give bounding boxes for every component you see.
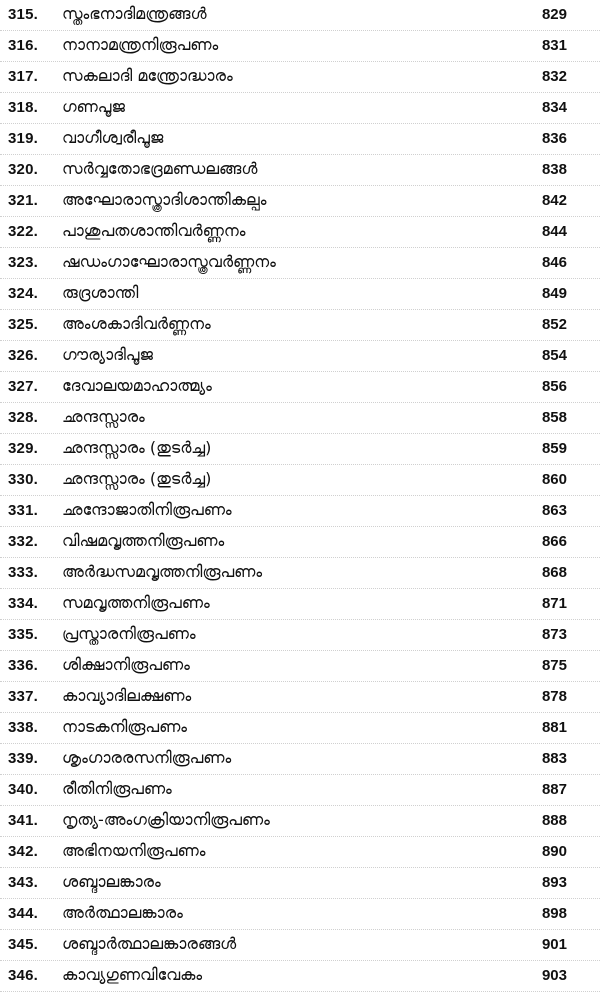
entry-number: 344. (8, 905, 38, 922)
entry-page-number: 881 (541, 719, 567, 736)
entry-title: ദേവാലയമാഹാത്മ്യം (62, 376, 212, 395)
toc-entry (0, 465, 600, 496)
entry-number: 342. (8, 843, 38, 860)
entry-title: രുദ്രശാന്തി (62, 283, 139, 302)
entry-page-number: 890 (541, 843, 567, 860)
toc-entry (0, 0, 600, 31)
entry-title: സ്തംഭനാദിമന്ത്രങ്ങൾ (62, 4, 207, 23)
entry-page-number: 854 (541, 347, 567, 364)
entry-title: പാശുപതശാന്തിവർണ്ണനം (62, 221, 246, 240)
entry-title: കാവ്യഗുണവിവേകം (62, 965, 203, 984)
entry-number: 320. (8, 161, 38, 178)
entry-number: 330. (8, 471, 38, 488)
toc-entry (0, 558, 600, 589)
toc-entry (0, 279, 600, 310)
entry-number: 324. (8, 285, 38, 302)
entry-title: കാവ്യാദിലക്ഷണം (62, 686, 192, 705)
toc-entry (0, 248, 600, 279)
toc-entry (0, 651, 600, 682)
entry-number: 334. (8, 595, 38, 612)
entry-page-number: 868 (541, 564, 567, 581)
entry-page-number: 856 (541, 378, 567, 395)
entry-page-number: 883 (541, 750, 567, 767)
toc-entry (0, 806, 600, 837)
entry-number: 321. (8, 192, 38, 209)
entry-page-number: 898 (541, 905, 567, 922)
toc-entry (0, 961, 600, 992)
entry-title: ഗൗര്യാദിപൂജ (62, 345, 153, 364)
entry-number: 315. (8, 6, 38, 23)
entry-title: അഭിനയനിരൂപണം (62, 841, 206, 860)
toc-entry (0, 930, 600, 961)
entry-title: ഗണപൂജ (62, 97, 125, 116)
entry-page-number: 860 (541, 471, 567, 488)
entry-title: അർദ്ധസമവൃത്തനിരൂപണം (62, 562, 263, 581)
toc-entry (0, 527, 600, 558)
entry-page-number: 866 (541, 533, 567, 550)
entry-number: 341. (8, 812, 38, 829)
entry-number: 337. (8, 688, 38, 705)
entry-number: 317. (8, 68, 38, 85)
entry-number: 338. (8, 719, 38, 736)
entry-number: 340. (8, 781, 38, 798)
entry-number: 323. (8, 254, 38, 271)
entry-title: നാടകനിരൂപണം (62, 717, 187, 736)
toc-entry (0, 31, 600, 62)
toc-entry (0, 713, 600, 744)
toc-entry (0, 868, 600, 899)
entry-title: രീതിനിരൂപണം (62, 779, 172, 798)
toc-entry (0, 124, 600, 155)
entry-page-number: 863 (541, 502, 567, 519)
entry-title: ഛന്ദോജാതിനിരൂപണം (62, 500, 232, 519)
toc-entry (0, 341, 600, 372)
entry-number: 326. (8, 347, 38, 364)
entry-number: 346. (8, 967, 38, 984)
toc-entry (0, 496, 600, 527)
entry-title: അംശകാദിവർണ്ണനം (62, 314, 211, 333)
entry-page-number: 873 (541, 626, 567, 643)
entry-page-number: 871 (541, 595, 567, 612)
entry-page-number: 836 (541, 130, 567, 147)
entry-title: നാനാമന്ത്രനിരൂപണം (62, 35, 219, 54)
entry-title: വാഗീശ്വരീപൂജ (62, 128, 164, 147)
toc-entry (0, 744, 600, 775)
entry-page-number: 901 (541, 936, 567, 953)
entry-number: 335. (8, 626, 38, 643)
toc-entry (0, 217, 600, 248)
entry-number: 318. (8, 99, 38, 116)
entry-title: അർത്ഥാലങ്കാരം (62, 903, 183, 922)
entry-title: ശൃംഗാരരസനിരൂപണം (62, 748, 232, 767)
toc-entry (0, 372, 600, 403)
toc-entry (0, 837, 600, 868)
entry-title: ഛന്ദസ്സാരം (തുടർച്ച) (62, 469, 212, 488)
entry-title: നൃത്യ-അംഗക്രിയാനിരൂപണം (62, 810, 270, 829)
entry-page-number: 829 (541, 6, 567, 23)
entry-number: 322. (8, 223, 38, 240)
entry-title: സർവ്വതോഭദ്രമണ്ഡലങ്ങൾ (62, 159, 258, 178)
entry-page-number: 858 (541, 409, 567, 426)
entry-number: 329. (8, 440, 38, 457)
entry-number: 332. (8, 533, 38, 550)
entry-number: 325. (8, 316, 38, 333)
entry-number: 345. (8, 936, 38, 953)
entry-title: ഛന്ദസ്സാരം (62, 407, 145, 426)
entry-page-number: 838 (541, 161, 567, 178)
entry-page-number: 887 (541, 781, 567, 798)
toc-entry (0, 899, 600, 930)
entry-title: ശബ്ദാലങ്കാരം (62, 872, 161, 891)
toc-entry (0, 62, 600, 93)
entry-page-number: 875 (541, 657, 567, 674)
entry-page-number: 844 (541, 223, 567, 240)
entry-page-number: 849 (541, 285, 567, 302)
entry-page-number: 831 (541, 37, 567, 54)
toc-entry (0, 186, 600, 217)
entry-title: വിഷമവൃത്തനിരൂപണം (62, 531, 225, 550)
entry-number: 339. (8, 750, 38, 767)
toc-entry (0, 310, 600, 341)
entry-title: അഘോരാസ്ത്രാദിശാന്തികല്പം (62, 190, 267, 209)
entry-number: 327. (8, 378, 38, 395)
entry-page-number: 859 (541, 440, 567, 457)
entry-page-number: 842 (541, 192, 567, 209)
entry-page-number: 893 (541, 874, 567, 891)
entry-title: സകലാദി മന്ത്രോദ്ധാരം (62, 66, 233, 85)
toc-entry (0, 434, 600, 465)
entry-title: ഷഡംഗാഘോരാസ്ത്രവർണ്ണനം (62, 252, 276, 271)
entry-page-number: 832 (541, 68, 567, 85)
entry-page-number: 834 (541, 99, 567, 116)
entry-number: 328. (8, 409, 38, 426)
toc-entry (0, 775, 600, 806)
toc-entry (0, 155, 600, 186)
entry-title: ഛന്ദസ്സാരം (തുടർച്ച) (62, 438, 212, 457)
entry-number: 343. (8, 874, 38, 891)
entry-title: ശബ്ദാർത്ഥാലങ്കാരങ്ങൾ (62, 934, 237, 953)
entry-number: 319. (8, 130, 38, 147)
entry-title: ശിക്ഷാനിരൂപണം (62, 655, 190, 674)
entry-title: പ്രസ്താരനിരൂപണം (62, 624, 196, 643)
entry-page-number: 903 (541, 967, 567, 984)
entry-page-number: 846 (541, 254, 567, 271)
toc-entry (0, 682, 600, 713)
entry-number: 316. (8, 37, 38, 54)
entry-number: 336. (8, 657, 38, 674)
toc-entry (0, 403, 600, 434)
entry-title: സമവൃത്തനിരൂപണം (62, 593, 210, 612)
entry-page-number: 852 (541, 316, 567, 333)
toc-entry (0, 589, 600, 620)
entry-number: 331. (8, 502, 38, 519)
entry-page-number: 888 (541, 812, 567, 829)
entry-page-number: 878 (541, 688, 567, 705)
toc-entry (0, 620, 600, 651)
entry-number: 333. (8, 564, 38, 581)
toc-entry (0, 93, 600, 124)
